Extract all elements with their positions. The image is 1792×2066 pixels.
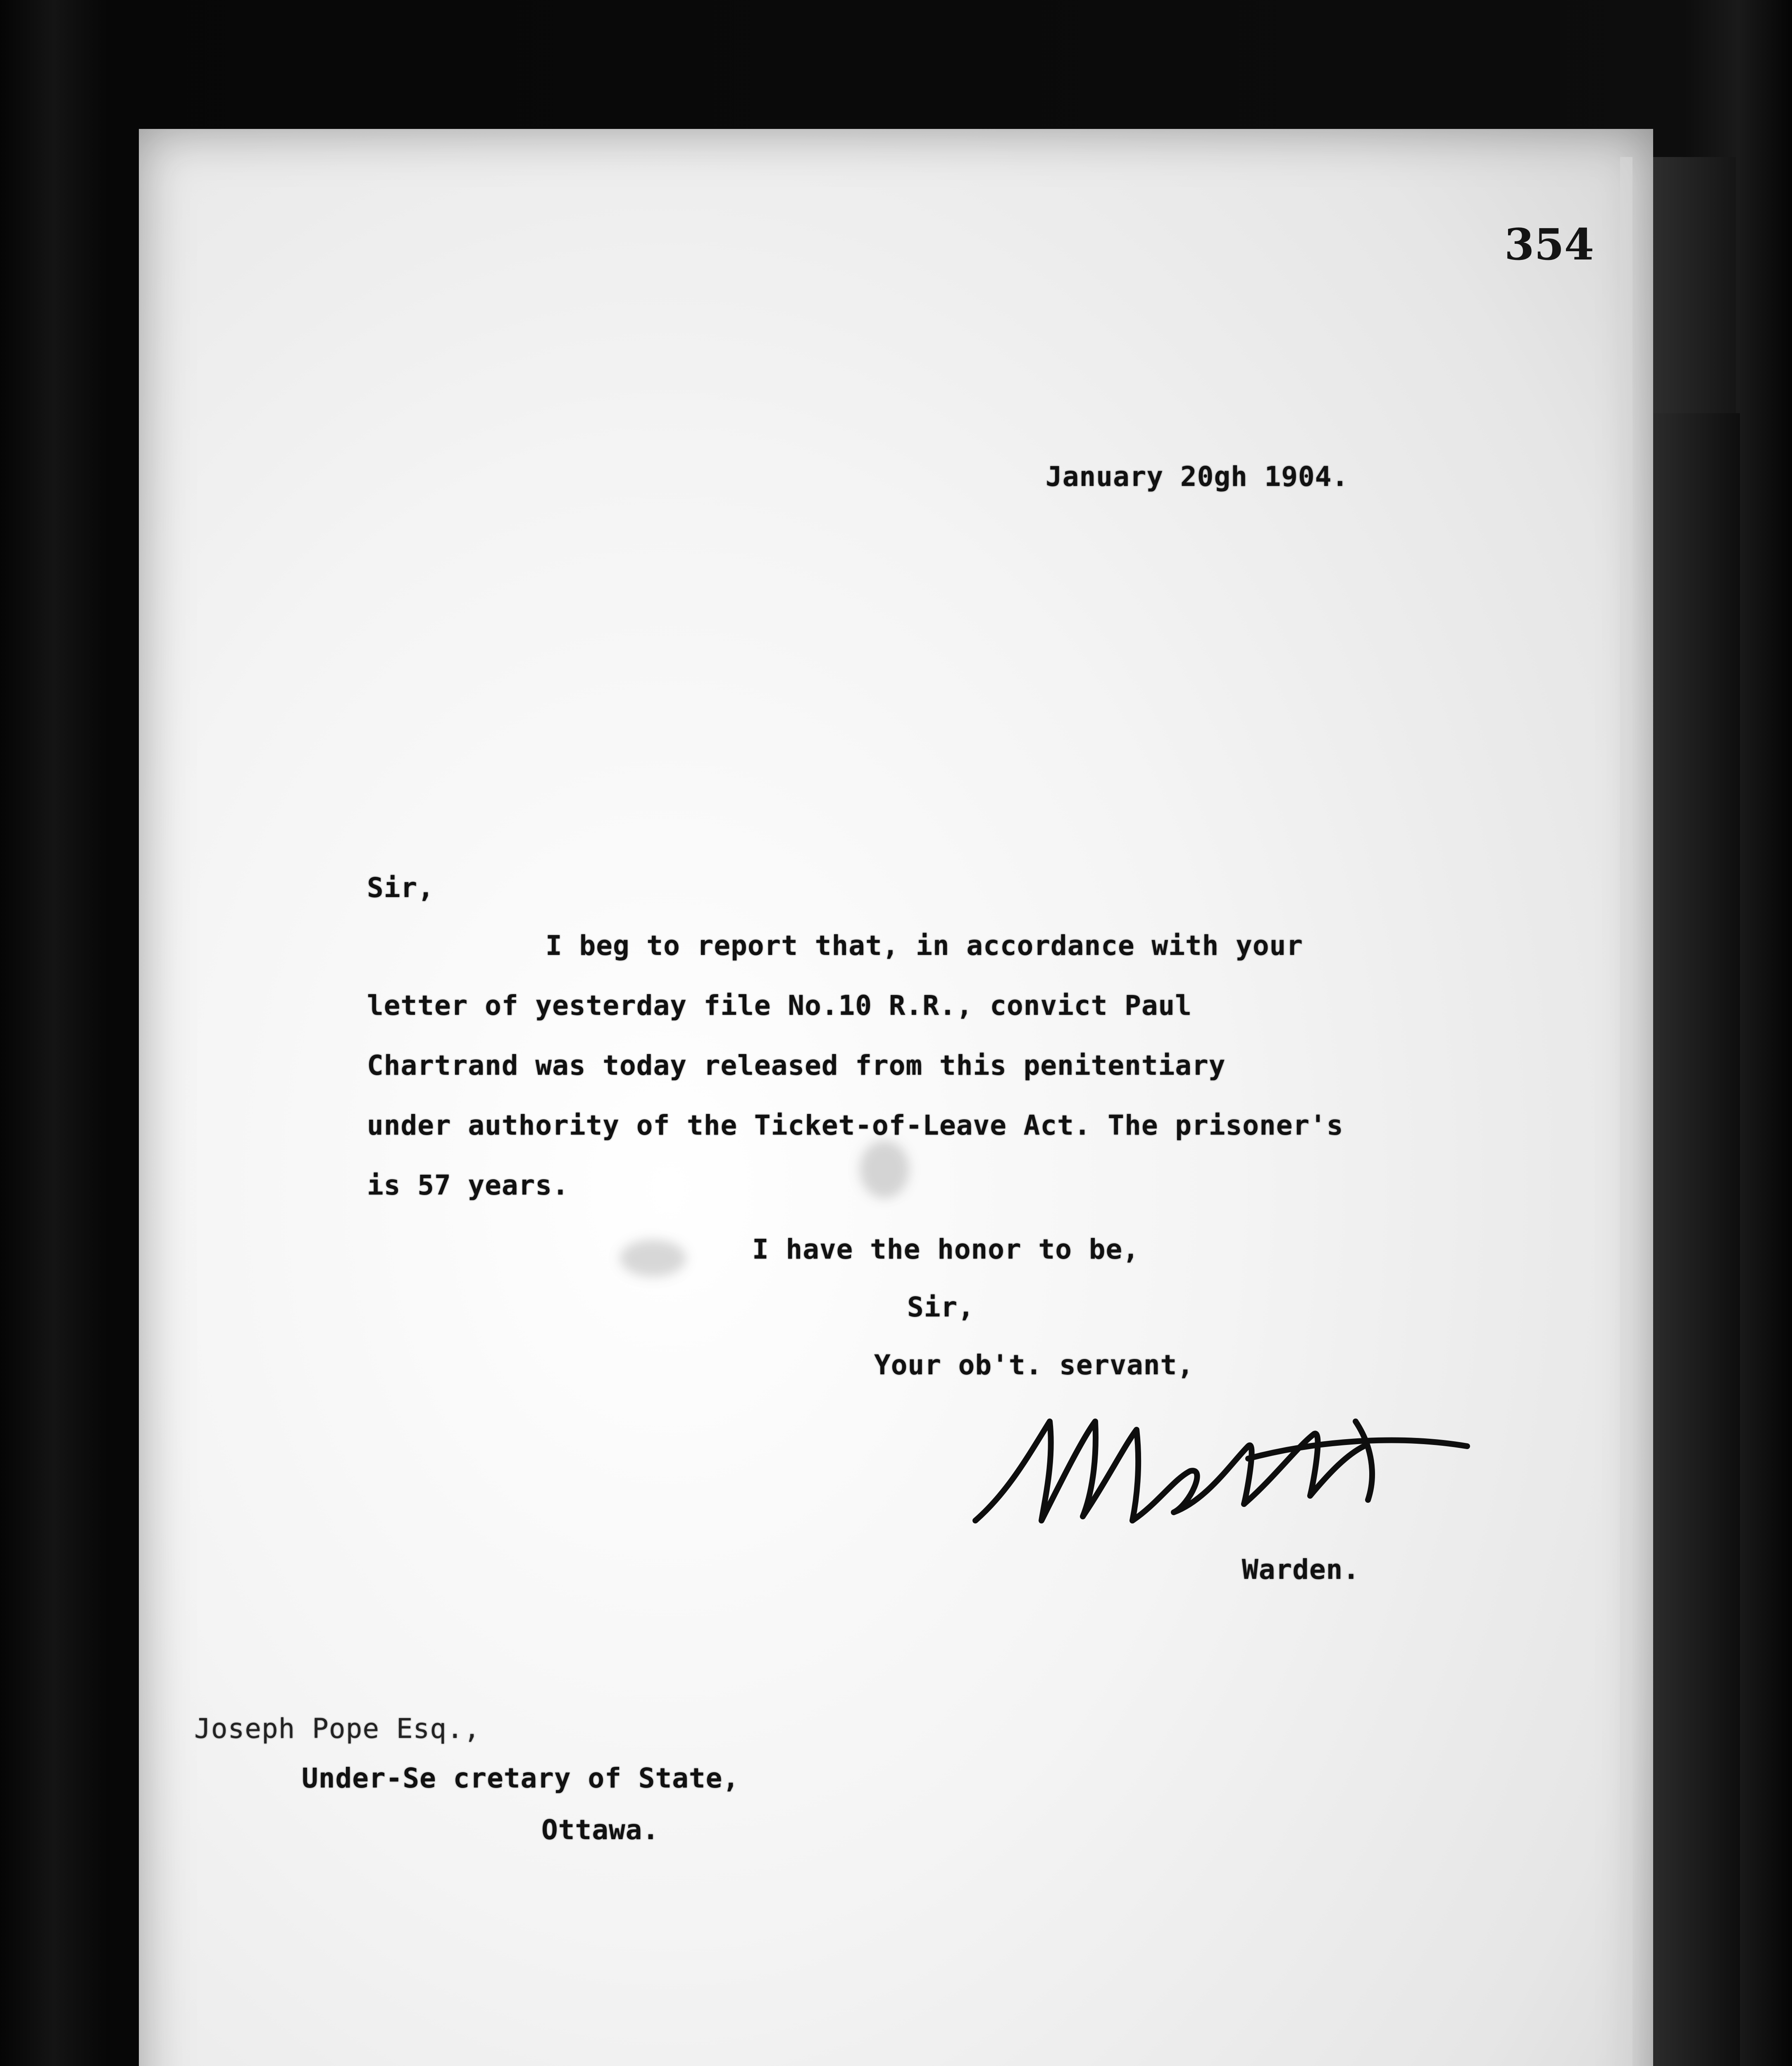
recipient-line-1: Joseph Pope Esq., bbox=[194, 1713, 481, 1745]
recipient-line-3: Ottawa. bbox=[541, 1814, 660, 1846]
body-line-2: letter of yesterday file No.10 R.R., convict Paul bbox=[367, 990, 1192, 1021]
ink-smudge bbox=[860, 1140, 909, 1198]
body-line-1: I beg to report that, in accordance with your bbox=[546, 930, 1303, 962]
letter-date: January 20gh 1904. bbox=[1046, 461, 1349, 493]
handwritten-signature bbox=[959, 1397, 1480, 1537]
closing-line-1: I have the honor to be, bbox=[752, 1233, 1139, 1265]
closing-line-3: Your ob't. servant, bbox=[874, 1349, 1194, 1381]
body-line-3: Chartrand was today released from this penitentiary bbox=[367, 1050, 1226, 1081]
body-line-4: under authority of the Ticket-of-Leave Act. The prisoner's bbox=[367, 1109, 1344, 1141]
page-number: 354 bbox=[1504, 219, 1594, 270]
underlying-sheet-2 bbox=[1653, 413, 1740, 2066]
body-line-5: is 57 years. bbox=[367, 1169, 569, 1201]
signature-title: Warden. bbox=[1242, 1554, 1360, 1585]
recipient-line-2: Under-Se cretary of State, bbox=[302, 1762, 740, 1794]
closing-line-2: Sir, bbox=[907, 1291, 975, 1323]
ink-smudge bbox=[620, 1240, 686, 1277]
page-edge bbox=[1620, 157, 1632, 2066]
salutation: Sir, bbox=[367, 872, 434, 904]
